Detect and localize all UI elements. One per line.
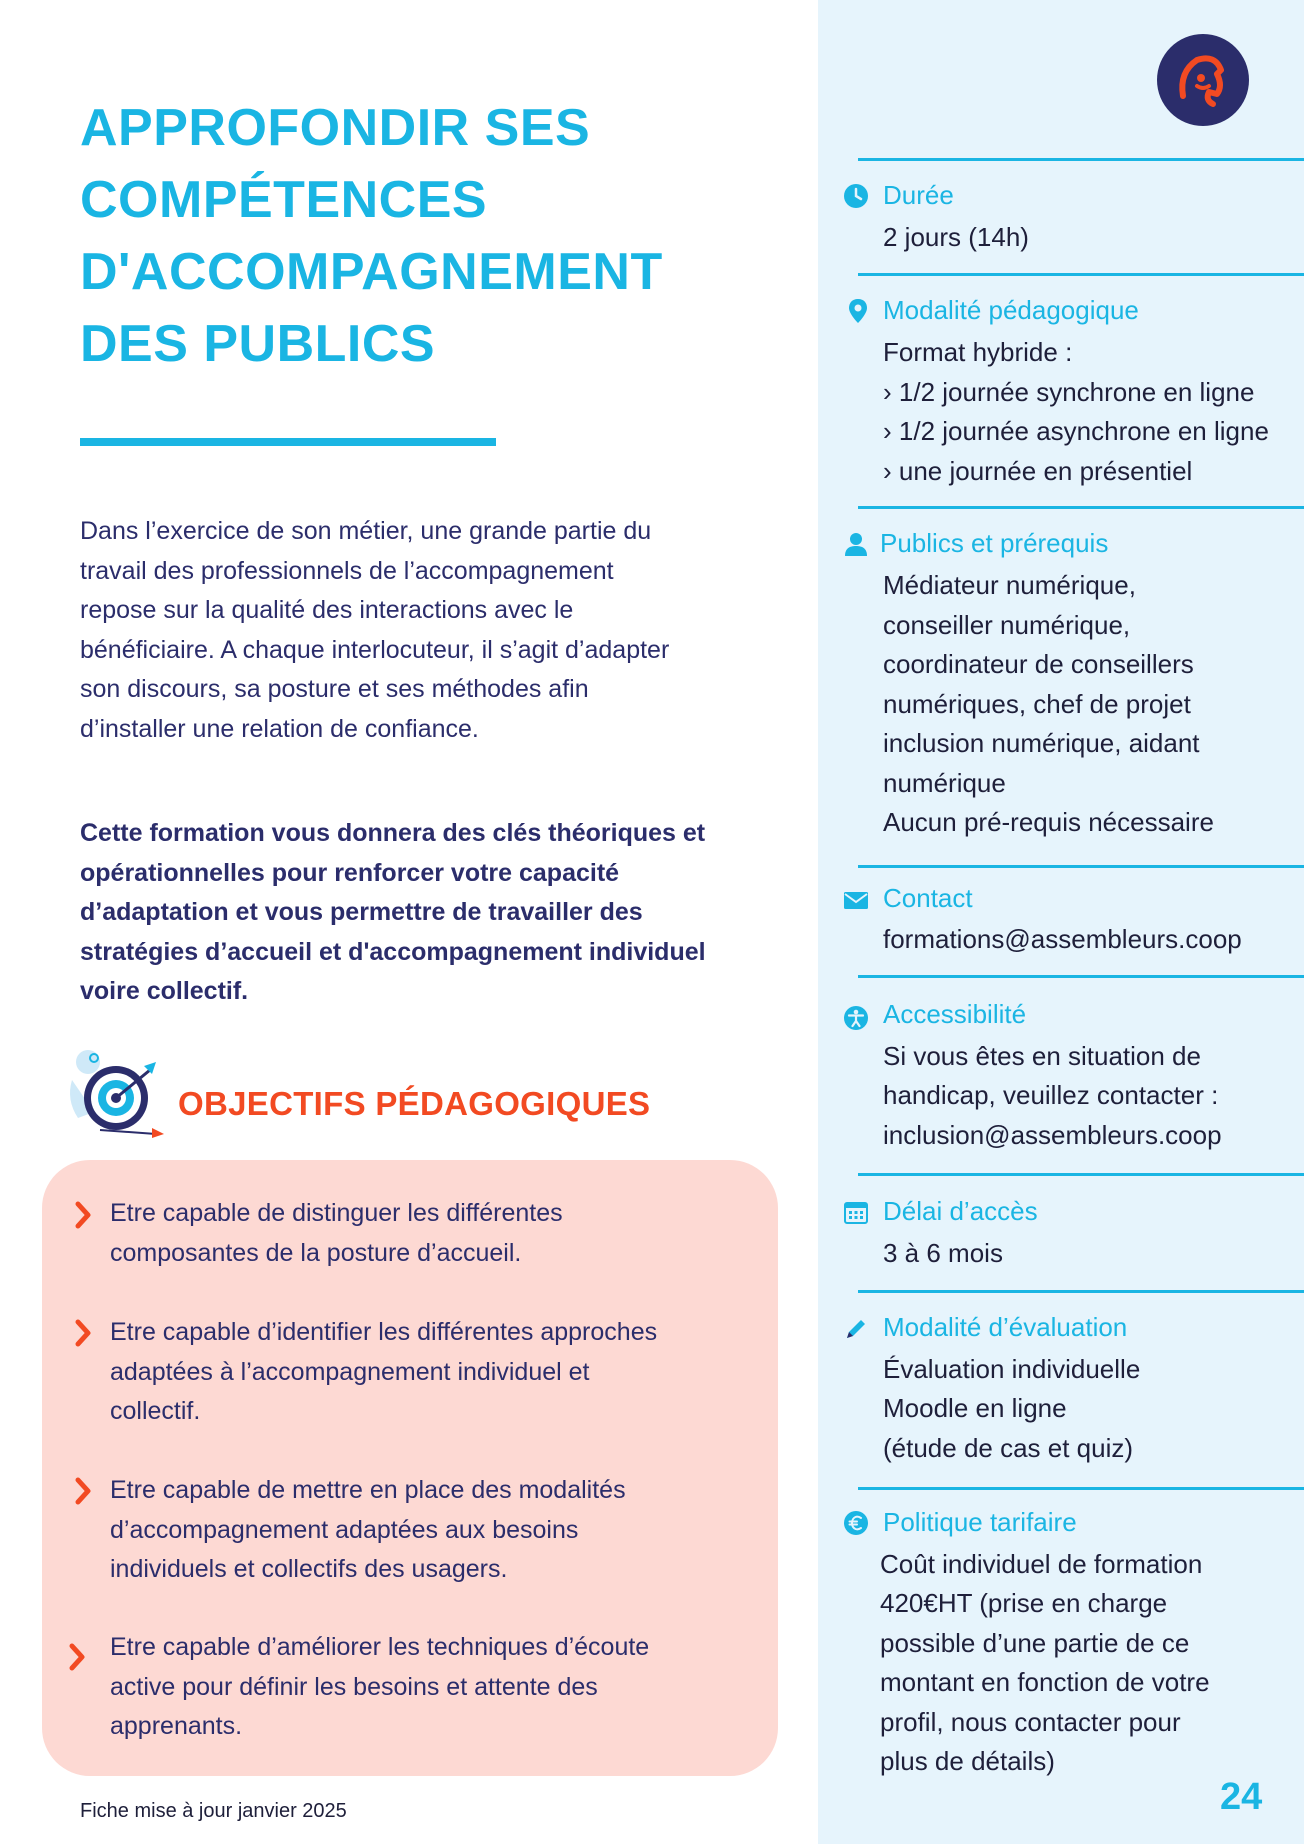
contact-email[interactable]: formations@assembleurs.coop <box>883 924 1242 954</box>
objective-line: individuels et collectifs des usagers. <box>110 1555 508 1583</box>
evaluation-line: Moodle en ligne <box>883 1393 1067 1423</box>
pricing-line: montant en fonction de votre <box>880 1667 1210 1697</box>
access-delay-label: Délai d’accès <box>883 1196 1038 1226</box>
objective-line: Etre capable d’identifier les différentes approches <box>110 1318 658 1346</box>
intro-line: Dans l’exercice de son métier, une grande partie du <box>80 517 652 545</box>
pedagogy-line: › une journée en présentiel <box>883 456 1193 486</box>
pricing-line: possible d’une partie de ce <box>880 1628 1190 1658</box>
accessibility-label: Accessibilité <box>883 999 1027 1029</box>
highlight-line: d’adaptation et vous permettre de travailler des <box>80 898 643 926</box>
highlight-line: voire collectif. <box>80 977 249 1005</box>
title-line: DES PUBLICS <box>80 315 436 373</box>
access-delay-value: 3 à 6 mois <box>883 1238 1003 1268</box>
pedagogy-line: Format hybride : <box>883 337 1073 367</box>
section-divider <box>858 1290 1304 1293</box>
objective-line: collectif. <box>110 1397 201 1425</box>
objective-line: active pour définir les besoins et attente des <box>110 1672 598 1701</box>
section-divider <box>858 865 1304 868</box>
audience-line: Aucun pré-requis nécessaire <box>883 807 1214 837</box>
pricing-line: Coût individuel de formation <box>880 1549 1203 1579</box>
page-title <box>80 92 780 380</box>
accessibility-line: Si vous êtes en situation de <box>883 1041 1201 1071</box>
pedagogy-line: › 1/2 journée asynchrone en ligne <box>883 416 1269 446</box>
pricing-label: Politique tarifaire <box>883 1507 1077 1537</box>
calendar-icon <box>843 1199 869 1225</box>
chevron-right-icon <box>74 1201 92 1229</box>
brand-logo <box>1157 34 1249 126</box>
chevron-right-icon <box>74 1477 92 1505</box>
clock-icon <box>843 183 869 209</box>
footer-update-note: Fiche mise à jour janvier 2025 <box>80 1800 347 1822</box>
accessibility-line: handicap, veuillez contacter : <box>883 1080 1219 1110</box>
evaluation-line: Évaluation individuelle <box>883 1354 1141 1384</box>
chevron-right-icon <box>74 1319 92 1347</box>
audience-line: inclusion numérique, aidant <box>883 728 1200 758</box>
title-divider <box>80 438 496 446</box>
intro-line: son discours, sa posture et ses méthodes afin <box>80 675 589 703</box>
section-divider <box>858 158 1304 161</box>
audience-line: coordinateur de conseillers <box>883 649 1194 679</box>
duration-label: Durée <box>883 180 954 210</box>
objective-item <box>110 1313 770 1432</box>
evaluation-line: (étude de cas et quiz) <box>883 1433 1134 1463</box>
page-number: 24 <box>1220 1776 1263 1818</box>
audience-line: numérique <box>883 768 1006 798</box>
intro-line: repose sur la qualité des interactions avec le <box>80 596 574 624</box>
title-line: APPROFONDIR SES <box>80 99 591 157</box>
intro-paragraph <box>80 512 780 749</box>
highlight-line: Cette formation vous donnera des clés théoriques et <box>80 819 706 847</box>
target-icon <box>60 1040 170 1140</box>
title-line: COMPÉTENCES <box>80 171 488 229</box>
pedagogy-line: › 1/2 journée synchrone en ligne <box>883 377 1255 407</box>
objective-line: composantes de la posture d’accueil. <box>110 1238 522 1267</box>
title-line: D'ACCOMPAGNEMENT <box>80 243 663 301</box>
euro-icon <box>843 1510 869 1536</box>
highlight-paragraph <box>80 814 780 1012</box>
audience-line: Médiateur numérique, <box>883 570 1136 600</box>
audience-label: Publics et prérequis <box>880 528 1109 558</box>
pricing-line: profil, nous contacter pour <box>880 1707 1181 1737</box>
objective-item <box>110 1194 770 1273</box>
accessibility-icon <box>843 1005 869 1031</box>
chevron-right-icon <box>68 1643 86 1671</box>
objective-item <box>110 1628 770 1747</box>
user-icon <box>843 531 869 557</box>
audience-line: conseiller numérique, <box>883 610 1131 640</box>
evaluation-label: Modalité d’évaluation <box>883 1312 1128 1342</box>
contact-label: Contact <box>883 883 973 913</box>
objective-item <box>110 1471 770 1590</box>
envelope-icon <box>843 887 869 913</box>
highlight-line: opérationnelles pour renforcer votre capacité <box>80 858 620 887</box>
objective-line: Etre capable de distinguer les différentes <box>110 1199 563 1227</box>
pencil-icon <box>843 1316 869 1342</box>
pricing-line: 420€HT (prise en charge <box>880 1588 1168 1618</box>
pricing-line: plus de détails) <box>880 1746 1055 1776</box>
accessibility-email[interactable]: inclusion@assembleurs.coop <box>883 1120 1222 1150</box>
intro-line: travail des professionnels de l’accompagnement <box>80 556 614 585</box>
highlight-line: stratégies d’accueil et d'accompagnement individuel <box>80 937 706 966</box>
section-divider <box>858 506 1304 509</box>
location-pin-icon <box>845 298 871 324</box>
pedagogy-label: Modalité pédagogique <box>883 295 1139 325</box>
intro-line: bénéficiaire. A chaque interlocuteur, il s’agit d’adapter <box>80 635 670 664</box>
objective-line: apprenants. <box>110 1712 243 1740</box>
duration-value: 2 jours (14h) <box>883 222 1029 252</box>
objectives-title: OBJECTIFS PÉDAGOGIQUES <box>178 1085 651 1122</box>
audience-line: numériques, chef de projet <box>883 689 1191 719</box>
section-divider <box>858 273 1304 276</box>
intro-line: d’installer une relation de confiance. <box>80 714 479 743</box>
objective-line: d’accompagnement adaptées aux besoins <box>110 1515 579 1544</box>
objective-line: Etre capable d’améliorer les techniques d’écoute <box>110 1633 650 1661</box>
section-divider <box>858 1487 1304 1490</box>
objective-line: Etre capable de mettre en place des modalités <box>110 1476 626 1504</box>
section-divider <box>858 975 1304 978</box>
section-divider <box>858 1173 1304 1176</box>
objective-line: adaptées à l’accompagnement individuel et <box>110 1357 590 1386</box>
